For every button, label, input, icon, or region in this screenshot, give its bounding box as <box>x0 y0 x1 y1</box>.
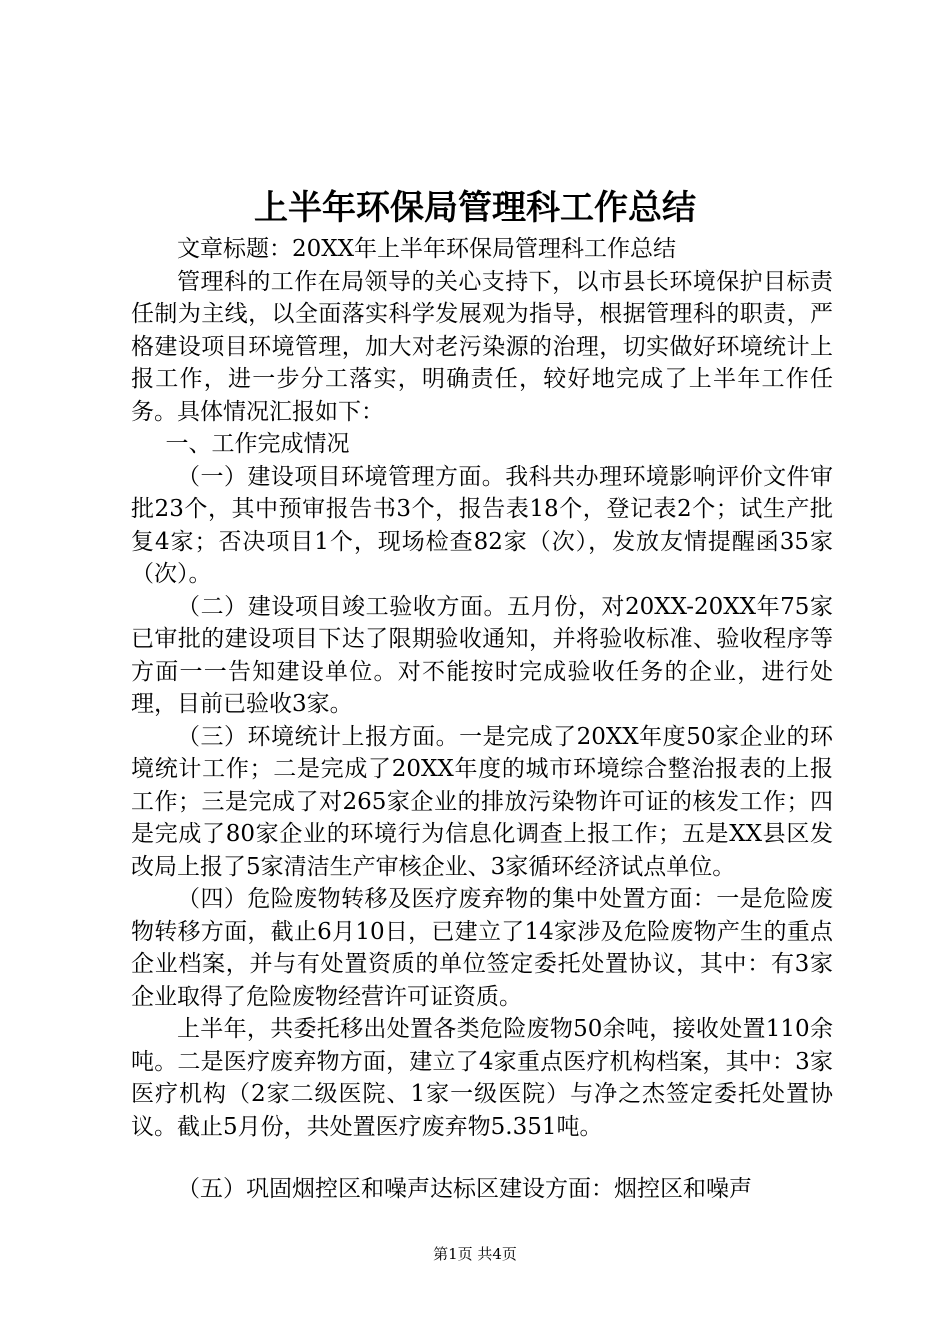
document-title: 上半年环保局管理科工作总结 <box>254 188 696 228</box>
paragraph-item-2: （二）建设项目竣工验收方面。五月份，对20XX-20XX年75家已审批的建设项目下达了限期验收通知，并将验收标准、验收程序等方面一一告知建设单位。对不能按时完成验收任务的企业，进行处理，目前已验收3家。 <box>131 593 833 717</box>
paragraph-item-4-continued: 上半年，共委托移出处置各类危险废物50余吨，接收处置110余吨。二是医疗废弃物方面，建立了4家重点医疗机构档案，其中：3家医疗机构（2家二级医院、1家一级医院）与净之杰签定委托处置协议。截止5月份，共处置医疗废弃物5.351吨。 <box>131 1016 833 1140</box>
document-body <box>131 233 833 1206</box>
paragraph-item-3: （三）环境统计上报方面。一是完成了20XX年度50家企业的环境统计工作；二是完成了20XX年度的城市环境综合整治报表的上报工作；三是完成了对265家企业的排放污染物许可证的核发工作；四是完成了80家企业的环境行为信息化调查上报工作；五是XX县区发改局上报了5家清洁生产审核企业、3家循环经济试点单位。 <box>131 723 833 880</box>
article-title-line: 文章标题：20XX年上半年环保局管理科工作总结 <box>177 236 677 262</box>
paragraph-item-5: （五）巩固烟控区和噪声达标区建设方面：烟控区和噪声 <box>177 1176 752 1202</box>
page-number: 第1页 共4页 <box>433 1245 517 1263</box>
paragraph-item-1: （一）建设项目环境管理方面。我科共办理环境影响评价文件审批23个，其中预审报告书3个，报告表18个，登记表2个；试生产批复4家；否决项目1个，现场检查82家（次），发放友情提醒函35家（次）。 <box>131 463 833 587</box>
section-heading: 一、工作完成情况 <box>165 431 350 457</box>
paragraph-item-4: （四）危险废物转移及医疗废弃物的集中处置方面：一是危险废物转移方面，截止6月10日，已建立了14家涉及危险废物产生的重点企业档案，并与有处置资质的单位签定委托处置协议，其中：有3家企业取得了危险废物经营许可证资质。 <box>131 886 833 1010</box>
intro-paragraph: 管理科的工作在局领导的关心支持下，以市县长环境保护目标责任制为主线，以全面落实科学发展观为指导，根据管理科的职责，严格建设项目环境管理，加大对老污染源的治理，切实做好环境统计上报工作，进一步分工落实，明确责任，较好地完成了上半年工作任务。具体情况汇报如下： <box>131 268 833 425</box>
